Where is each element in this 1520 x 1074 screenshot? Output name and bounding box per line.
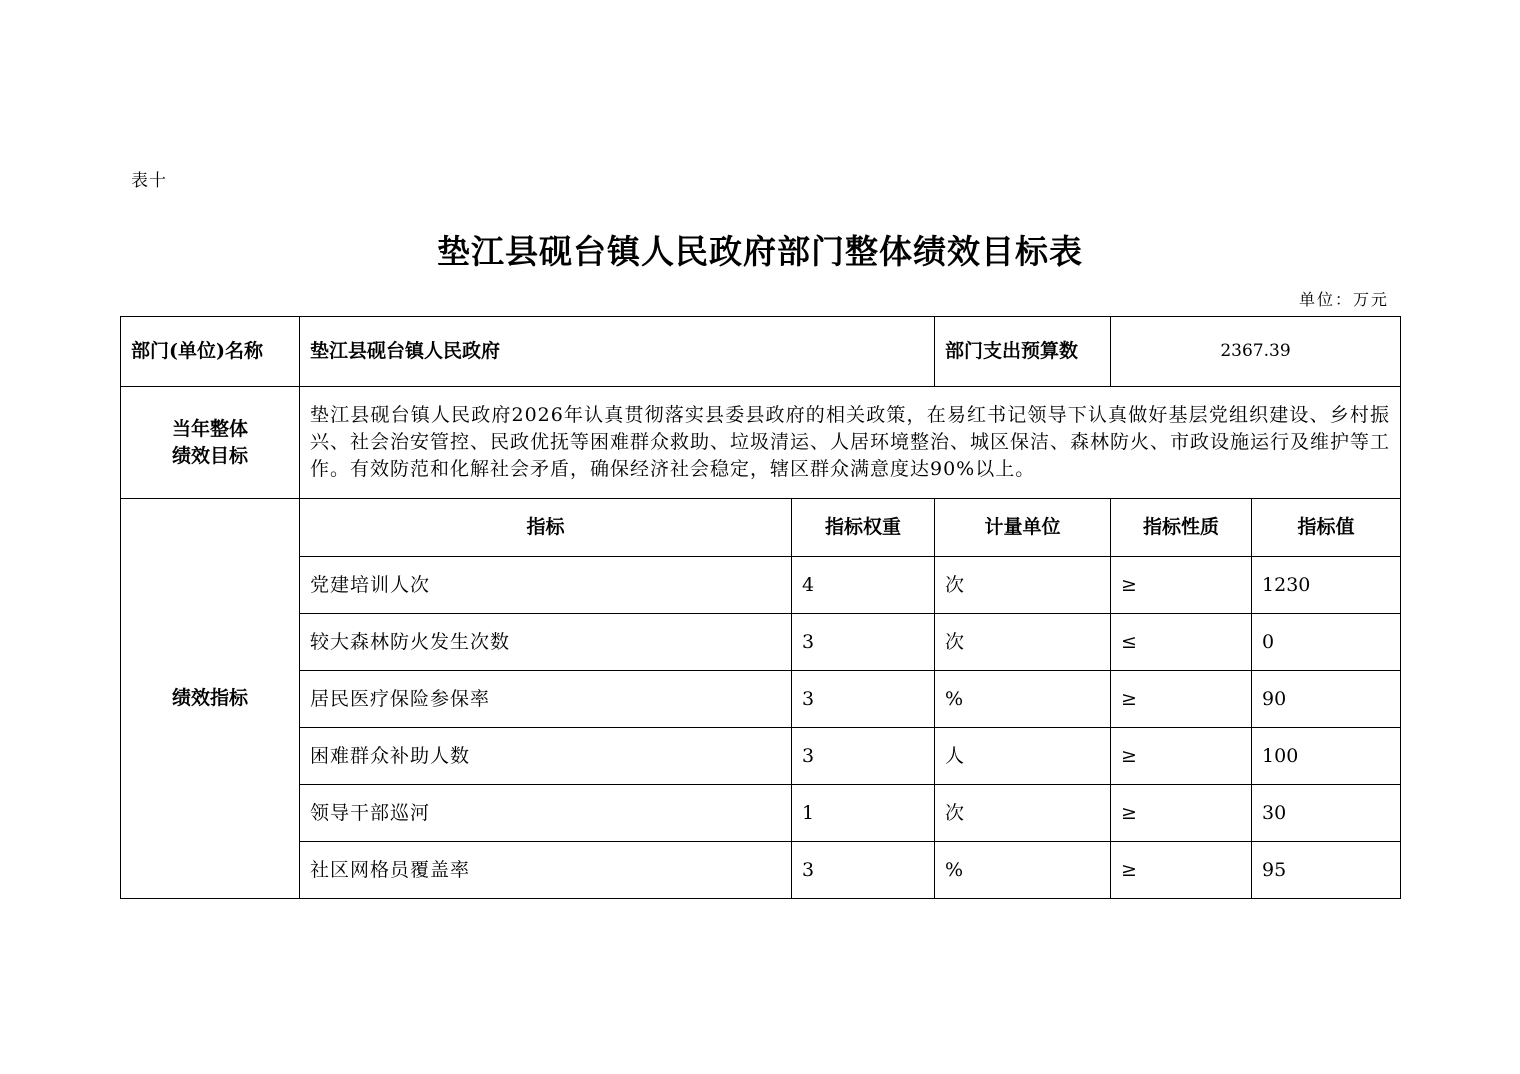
indicator-name: 居民医疗保险参保率 — [300, 671, 792, 728]
performance-table — [120, 316, 1401, 899]
indicator-unit: % — [935, 671, 1111, 728]
dept-name-value: 垫江县砚台镇人民政府 — [300, 317, 935, 387]
dept-name-label: 部门(单位)名称 — [121, 317, 300, 387]
indicator-unit: 次 — [935, 614, 1111, 671]
indicator-name: 困难群众补助人数 — [300, 728, 792, 785]
indicator-value: 95 — [1252, 842, 1401, 899]
indicator-nature: ≥ — [1111, 557, 1252, 614]
indicator-nature: ≥ — [1111, 842, 1252, 899]
indicator-value: 30 — [1252, 785, 1401, 842]
indicator-unit: 次 — [935, 785, 1111, 842]
indicator-nature: ≥ — [1111, 728, 1252, 785]
indicator-name: 党建培训人次 — [300, 557, 792, 614]
annual-goal-label-line2: 绩效目标 — [171, 444, 248, 467]
indicator-weight: 1 — [792, 785, 935, 842]
indicator-name: 较大森林防火发生次数 — [300, 614, 792, 671]
budget-value: 2367.39 — [1111, 317, 1401, 387]
annual-goal-row — [121, 387, 1401, 499]
table-row — [121, 728, 1401, 785]
column-header-indicator: 指标 — [300, 499, 792, 557]
indicator-unit: % — [935, 842, 1111, 899]
indicator-nature: ≥ — [1111, 671, 1252, 728]
indicators-section-label: 绩效指标 — [121, 499, 300, 899]
annual-goal-label-line1: 当年整体 — [171, 417, 248, 440]
column-header-nature: 指标性质 — [1111, 499, 1252, 557]
column-header-value: 指标值 — [1252, 499, 1401, 557]
indicator-unit: 次 — [935, 557, 1111, 614]
table-row — [121, 671, 1401, 728]
unit-note: 单位：万元 — [1298, 290, 1389, 309]
page-title: 垫江县砚台镇人民政府部门整体绩效目标表 — [437, 232, 1083, 271]
indicator-weight: 3 — [792, 671, 935, 728]
table-row — [121, 557, 1401, 614]
table-row — [121, 614, 1401, 671]
annual-goal-text: 垫江县砚台镇人民政府2026年认真贯彻落实县委县政府的相关政策，在易红书记领导下认真做好基层党组织建设、乡村振兴、社会治安管控、民政优抚等困难群众救助、垃圾清运、人居环境整治、城区保洁、森林防火、市政设施运行及维护等工作。有效防范和化解社会矛盾，确保经济社会稳定，辖区群众满意度达90%以上。 — [300, 387, 1401, 499]
indicator-nature: ≥ — [1111, 785, 1252, 842]
indicator-unit: 人 — [935, 728, 1111, 785]
indicator-weight: 3 — [792, 842, 935, 899]
indicator-nature: ≤ — [1111, 614, 1252, 671]
indicator-value: 0 — [1252, 614, 1401, 671]
indicator-header-row — [121, 499, 1401, 557]
indicator-weight: 3 — [792, 614, 935, 671]
indicator-name: 社区网格员覆盖率 — [300, 842, 792, 899]
column-header-weight: 指标权重 — [792, 499, 935, 557]
column-header-unit: 计量单位 — [935, 499, 1111, 557]
table-row — [121, 785, 1401, 842]
table-row — [121, 842, 1401, 899]
indicator-value: 90 — [1252, 671, 1401, 728]
budget-label: 部门支出预算数 — [935, 317, 1111, 387]
table-number-label: 表十 — [131, 171, 167, 191]
indicator-name: 领导干部巡河 — [300, 785, 792, 842]
indicator-value: 1230 — [1252, 557, 1401, 614]
indicator-value: 100 — [1252, 728, 1401, 785]
indicator-weight: 4 — [792, 557, 935, 614]
annual-goal-label — [121, 387, 300, 499]
department-info-row — [121, 317, 1401, 387]
indicator-weight: 3 — [792, 728, 935, 785]
